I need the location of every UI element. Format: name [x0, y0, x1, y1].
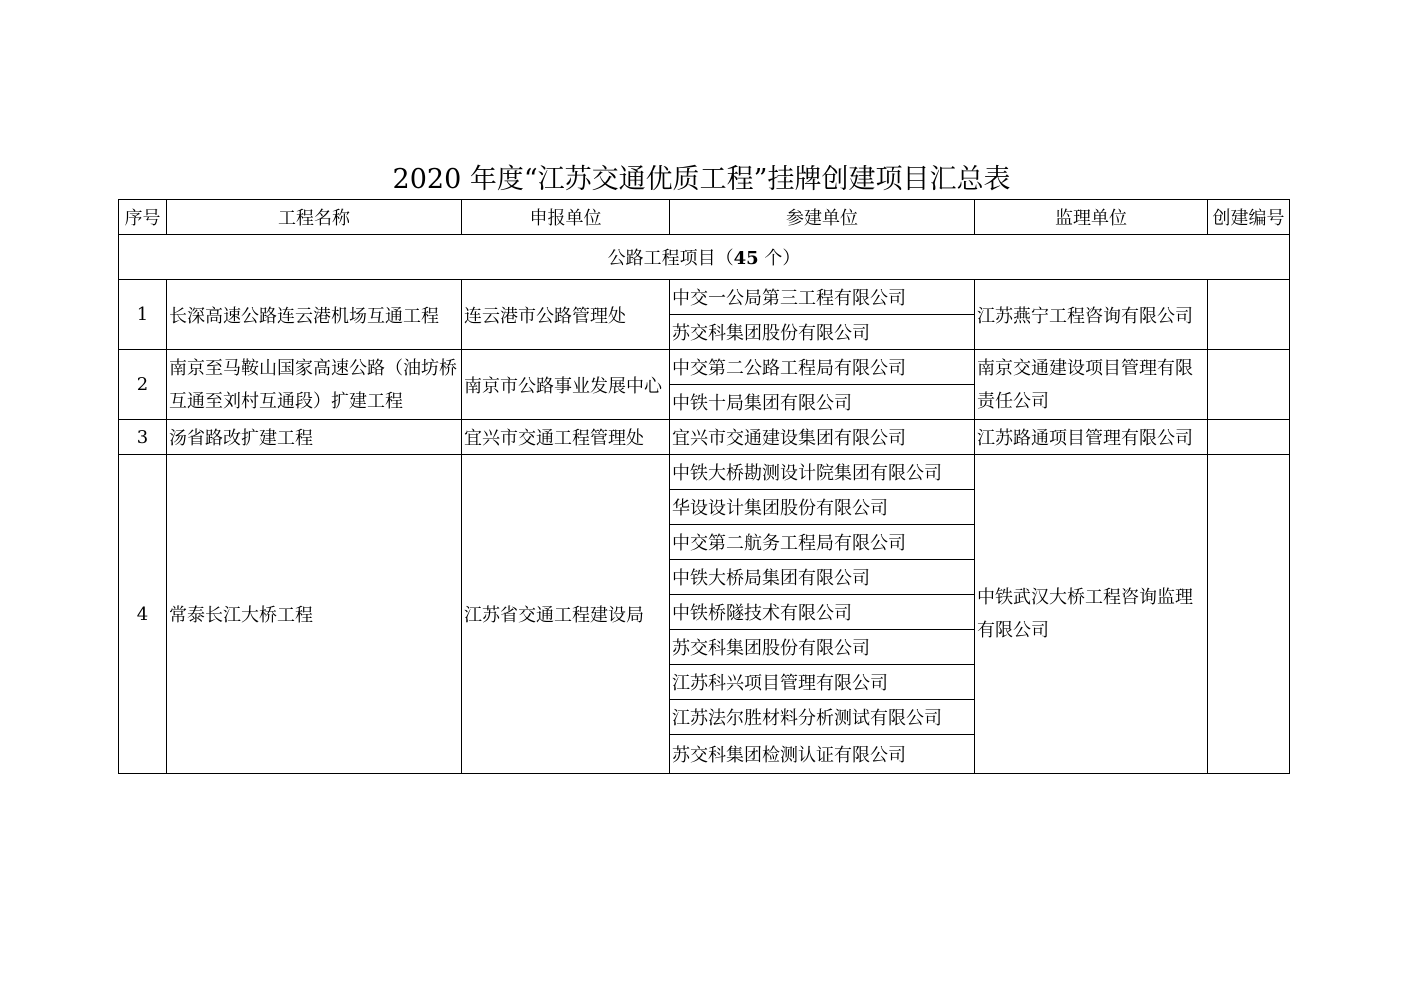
- table-row: [119, 420, 1290, 455]
- cell-builder: 宜兴市交通建设集团有限公司: [670, 420, 975, 455]
- cell-builder: 苏交科集团股份有限公司: [670, 315, 975, 350]
- cell-name: 汤省路改扩建工程: [167, 420, 462, 455]
- section-count: 45: [733, 248, 759, 269]
- cell-supervisor: 江苏路通项目管理有限公司: [975, 420, 1208, 455]
- cell-builder: 中铁十局集团有限公司: [670, 385, 975, 420]
- cell-name: 长深高速公路连云港机场互通工程: [167, 280, 462, 350]
- cell-builder: 江苏科兴项目管理有限公司: [670, 665, 975, 700]
- cell-applicant: 宜兴市交通工程管理处: [462, 420, 670, 455]
- cell-code: [1208, 350, 1290, 420]
- section-title: [119, 235, 1290, 280]
- header-name: 工程名称: [167, 200, 462, 235]
- cell-builder: 苏交科集团股份有限公司: [670, 630, 975, 665]
- cell-builder: 苏交科集团检测认证有限公司: [670, 735, 975, 774]
- header-applicant: 申报单位: [462, 200, 670, 235]
- cell-seq: 2: [119, 350, 167, 420]
- cell-seq: 1: [119, 280, 167, 350]
- cell-builder: 中铁桥隧技术有限公司: [670, 595, 975, 630]
- cell-seq: 4: [119, 455, 167, 774]
- cell-name: 常泰长江大桥工程: [167, 455, 462, 774]
- cell-code: [1208, 420, 1290, 455]
- cell-supervisor: 江苏燕宁工程咨询有限公司: [975, 280, 1208, 350]
- cell-builder: 江苏法尔胜材料分析测试有限公司: [670, 700, 975, 735]
- section-suffix: 个）: [758, 248, 801, 269]
- header-row: [119, 200, 1290, 235]
- cell-supervisor: 中铁武汉大桥工程咨询监理有限公司: [975, 455, 1208, 774]
- cell-seq: 3: [119, 420, 167, 455]
- table-row: [119, 280, 1290, 315]
- cell-builder: 中交第二航务工程局有限公司: [670, 525, 975, 560]
- cell-builder: 中铁大桥局集团有限公司: [670, 560, 975, 595]
- header-code: 创建编号: [1208, 200, 1290, 235]
- cell-applicant: 连云港市公路管理处: [462, 280, 670, 350]
- cell-supervisor: 南京交通建设项目管理有限责任公司: [975, 350, 1208, 420]
- section-prefix: 公路工程项目（: [607, 248, 734, 269]
- cell-builder: 中交一公局第三工程有限公司: [670, 280, 975, 315]
- document-title: 2020 年度“江苏交通优质工程”挂牌创建项目汇总表: [392, 164, 1011, 195]
- table-row: [119, 350, 1290, 385]
- project-summary-table: [118, 199, 1290, 774]
- cell-builder: 中交第二公路工程局有限公司: [670, 350, 975, 385]
- header-seq: 序号: [119, 200, 167, 235]
- cell-builder: 中铁大桥勘测设计院集团有限公司: [670, 455, 975, 490]
- cell-name: 南京至马鞍山国家高速公路（油坊桥互通至刘村互通段）扩建工程: [167, 350, 462, 420]
- cell-builder: 华设设计集团股份有限公司: [670, 490, 975, 525]
- section-row: [119, 235, 1290, 280]
- cell-code: [1208, 455, 1290, 774]
- cell-applicant: 江苏省交通工程建设局: [462, 455, 670, 774]
- cell-code: [1208, 280, 1290, 350]
- table-row: [119, 455, 1290, 490]
- header-supervisor: 监理单位: [975, 200, 1208, 235]
- header-builders: 参建单位: [670, 200, 975, 235]
- cell-applicant: 南京市公路事业发展中心: [462, 350, 670, 420]
